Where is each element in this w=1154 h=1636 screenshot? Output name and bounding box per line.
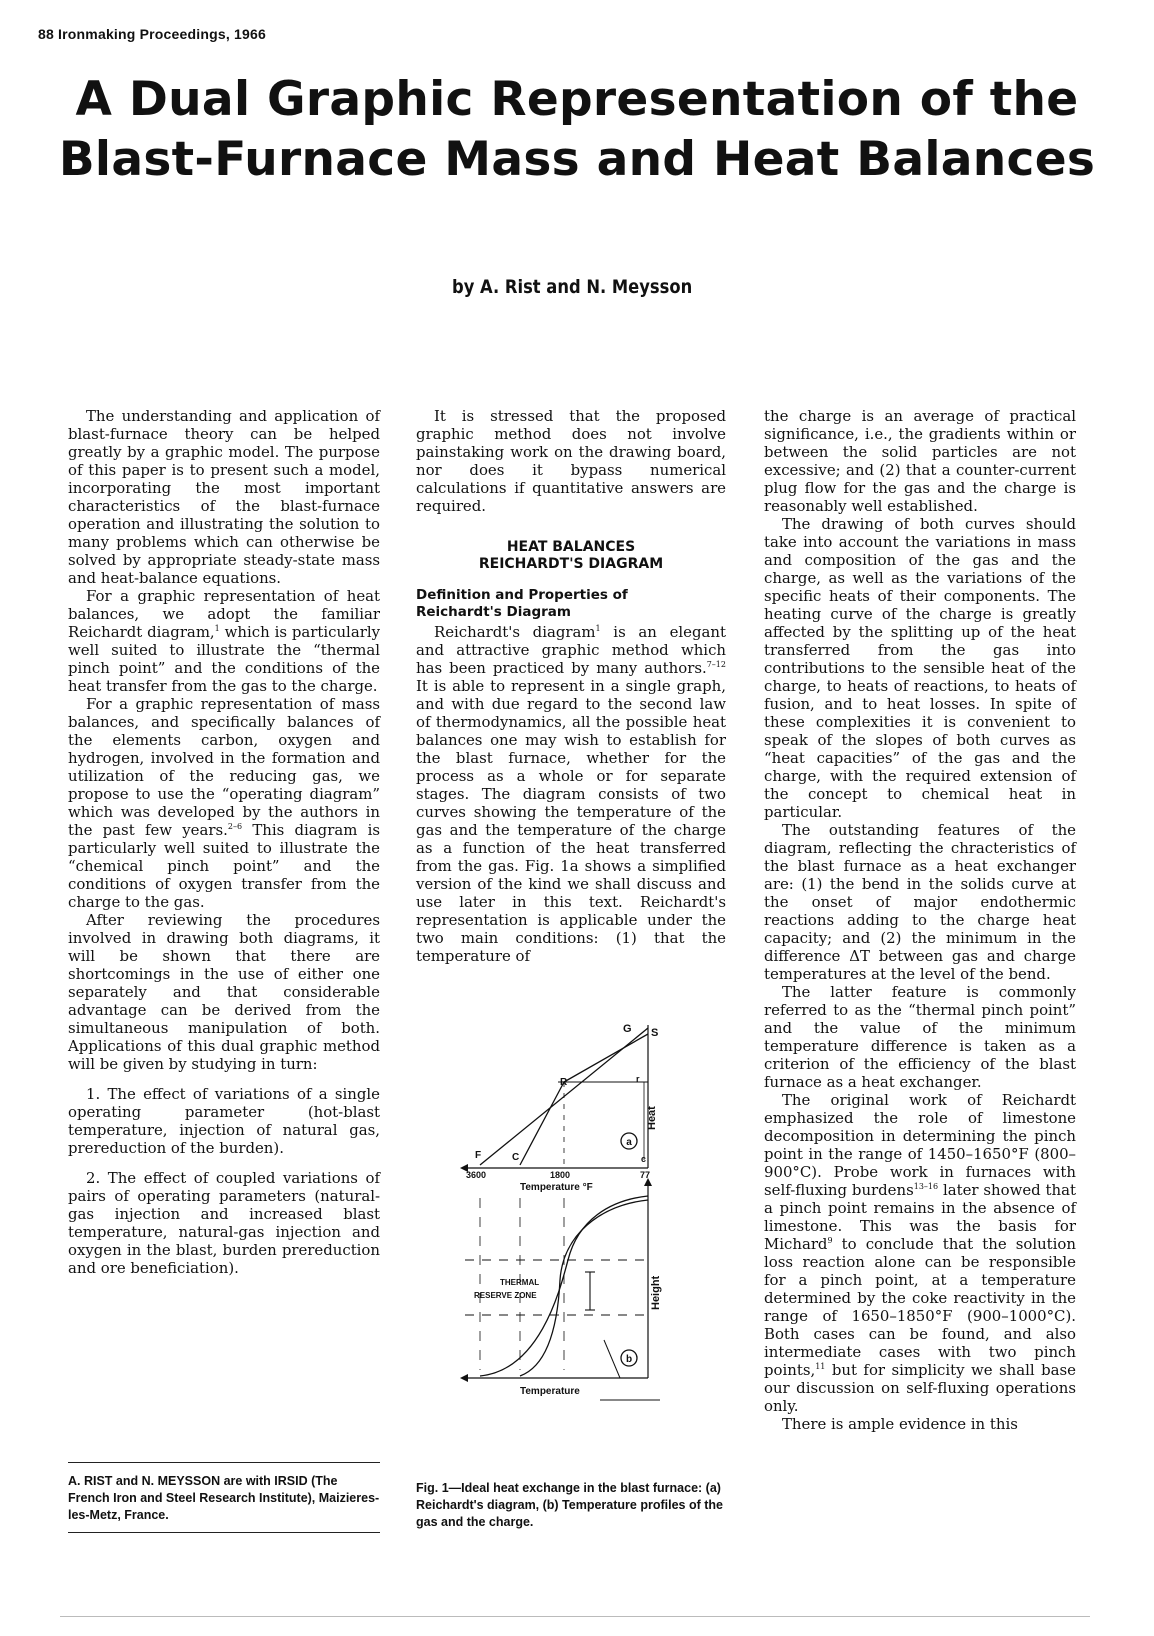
paragraph: For a graphic representation of mass balances, and specifically balances of the elements carbon, oxygen and hydrogen, involved in the formation and utilization of the reducing gas, we propose to use the “operating diagram” which was developed by the authors in the past few years.$^{2-6}$ This diagram is particularly well suited to illustrate the “chemical pinch point” and the conditions of oxygen transfer from the charge to the gas. [68, 695, 380, 911]
figure-caption: Fig. 1—Ideal heat exchange in the blast furnace: (a) Reichardt's diagram, (b) Temperature profiles of the gas and the charge. [416, 1481, 723, 1529]
axis-label-height: Height [650, 1275, 662, 1310]
list-item: 2. The effect of coupled variations of pairs of operating parameters (natural-gas injection and increased blast temperature, natural-gas injection and oxygen in the blast, burden prereduction and ore beneficiation). [68, 1169, 380, 1277]
running-head: 88 Ironmaking Proceedings, 1966 [38, 26, 266, 42]
axis-label-heat: Heat [646, 1106, 658, 1130]
reference-mark: 2–6 [227, 822, 243, 832]
label-c: c [641, 1154, 647, 1164]
paragraph: The understanding and application of blast-furnace theory can be helped greatly by a graphic model. The purpose of this paper is to present such a model, incorporating the most important characteristics of the blast-furnace operation and illustrating the solution to many problems which can otherwise be solved by appropriate steady-state mass and heat-balance equations. [68, 407, 380, 587]
reference-mark: 11 [815, 1362, 826, 1372]
section-heading: HEAT BALANCES REICHARDT'S DIAGRAM [478, 539, 664, 572]
column-2 [416, 407, 726, 965]
page-bottom-rule [60, 1616, 1090, 1617]
zone-label-line-1: THERMAL [500, 1278, 540, 1287]
list-item: 1. The effect of variations of a single operating parameter (hot-blast temperature, injection of natural gas, prereduction of the burden). [68, 1085, 380, 1157]
paragraph: The outstanding features of the diagram, reflecting the chracteristics of the blast furnace as a heat exchanger are: (1) the bend in the solids curve at the onset of major endothermic reactions adding to the charge heat capacity; and (2) the minimum in the difference ΔT between gas and charge temperatures at the level of the bend. [764, 821, 1076, 983]
label-r: r [636, 1074, 640, 1084]
reference-mark: 9 [827, 1236, 833, 1246]
figure-1-drawing [460, 1020, 720, 1460]
charge-line-lower [520, 1082, 564, 1165]
tick-3600: 3600 [466, 1170, 487, 1180]
paragraph: The drawing of both curves should take into account the variations in mass and composition of the gas and the charge, as well as the variations of the specific heats of their components. The heating curve of the charge is greatly affected by the splitting up of the heat transferred from the gas into contributions to the sensible heat of the charge, to heats of reactions, to heats of fusion, and to heat losses. In spite of these complexities it is convenient to speak of the slopes of both curves as “heat capacities” of the gas and the charge, with the required extension of the concept to chemical heat in particular. [764, 515, 1076, 821]
byline: by A. Rist and N. Meysson [452, 276, 693, 298]
paragraph: After reviewing the procedures involved in drawing both diagrams, it will be shown that there are shortcomings in the use of either one separately and that considerable advantage can be derived from the simultaneous manipulation of both. Applications of this dual graphic method will be given by studying in turn: [68, 911, 380, 1073]
paragraph: Reichardt's diagram$^1$ is an elegant and attractive graphic method which has been practiced by many authors.$^{7-12}$ It is able to represent in a single graph, and with due regard to the second law of thermodynamics, all the possible heat balances one may wish to establish for the blast furnace, whether for the process as a whole or for separate stages. The diagram consists of two curves showing the temperature of the gas and the temperature of the charge as a function of the heat transferred from the gas. Fig. 1a shows a simplified version of the kind we shall discuss and use later in this text. Reichardt's representation is applicable under the two main conditions: (1) that the temperature of [416, 623, 726, 965]
tick-1800: 1800 [550, 1170, 571, 1180]
label-C: C [512, 1152, 520, 1163]
author-footnote: A. RIST and N. MEYSSON are with IRSID (The French Iron and Steel Research Institute), Maizieres-les-Metz, France. [68, 1462, 380, 1524]
reference-mark: 7–12 [706, 660, 726, 670]
label-F: F [475, 1150, 482, 1161]
article-title [0, 70, 1154, 190]
paragraph: For a graphic representation of heat balances, we adopt the familiar Reichardt diagram,$^1$ which is particularly well suited to illustrate the “thermal pinch point” and the conditions of the heat transfer from the gas to the charge. [68, 587, 380, 695]
axis-arrow-left-b-icon [460, 1374, 468, 1382]
tick-77: 77 [640, 1170, 651, 1180]
paragraph: The latter feature is commonly referred to as the “thermal pinch point” and the value of the minimum temperature difference is taken as a criterion of the efficiency of the blast furnace as a heat exchanger. [764, 983, 1076, 1091]
label-S: S [651, 1027, 659, 1039]
panel-b-leader [604, 1340, 620, 1378]
column-1 [68, 407, 380, 1277]
zone-label-line-2: RESERVE ZONE [474, 1291, 537, 1300]
subsection-heading: Definition and Properties of Reichardt's Diagram [416, 587, 628, 620]
paragraph: the charge is an average of practical significance, i.e., the gradients within or between the solid particles are not excessive; and (2) that a counter-current plug flow for the gas and the charge is reasonably well established. [764, 407, 1076, 515]
footnote-rule [68, 1532, 380, 1533]
figure-1 [460, 1020, 720, 1460]
column-3 [764, 407, 1076, 1433]
reference-mark: 13–16 [913, 1182, 939, 1192]
paragraph: It is stressed that the proposed graphic method does not involve painstaking work on the drawing board, nor does it bypass numerical calculations if quantitative answers are required. [416, 407, 726, 515]
panel-a-letter: a [626, 1137, 632, 1148]
paragraph: The original work of Reichardt emphasized the role of limestone decomposition in determining the pinch point in the range of 1450–1650°F (800–900°C). Probe work in furnaces with self-fluxing burdens$^{13-16}$ later showed that a pinch point remains in the absence of limestone. This was the basis for Michard$^9$ to conclude that the solution loss reaction alone can be responsible for a pinch point, at a temperature determined by the coke reactivity in the range of 1650–1850°F (900–1000°C). Both cases can be found, and also intermediate cases with two pinch points,$^{11}$ but for simplicity we shall base our discussion on self-fluxing operations only. [764, 1091, 1076, 1415]
label-R: R [560, 1077, 568, 1088]
panel-b [460, 1178, 662, 1400]
title-line-1: A Dual Graphic Representation of the [75, 72, 1079, 127]
title-line-2: Blast-Furnace Mass and Heat Balances [58, 132, 1096, 187]
paragraph: There is ample evidence in this [782, 1415, 1018, 1433]
panel-a [460, 1023, 658, 1193]
label-G: G [623, 1023, 632, 1035]
reference-mark: 1 [595, 624, 601, 634]
panel-b-letter: b [625, 1354, 633, 1365]
axis-label-temperature-b: Temperature [520, 1386, 580, 1397]
reference-mark: 1 [214, 624, 220, 634]
axis-label-temperature-f: Temperature °F [520, 1182, 593, 1193]
